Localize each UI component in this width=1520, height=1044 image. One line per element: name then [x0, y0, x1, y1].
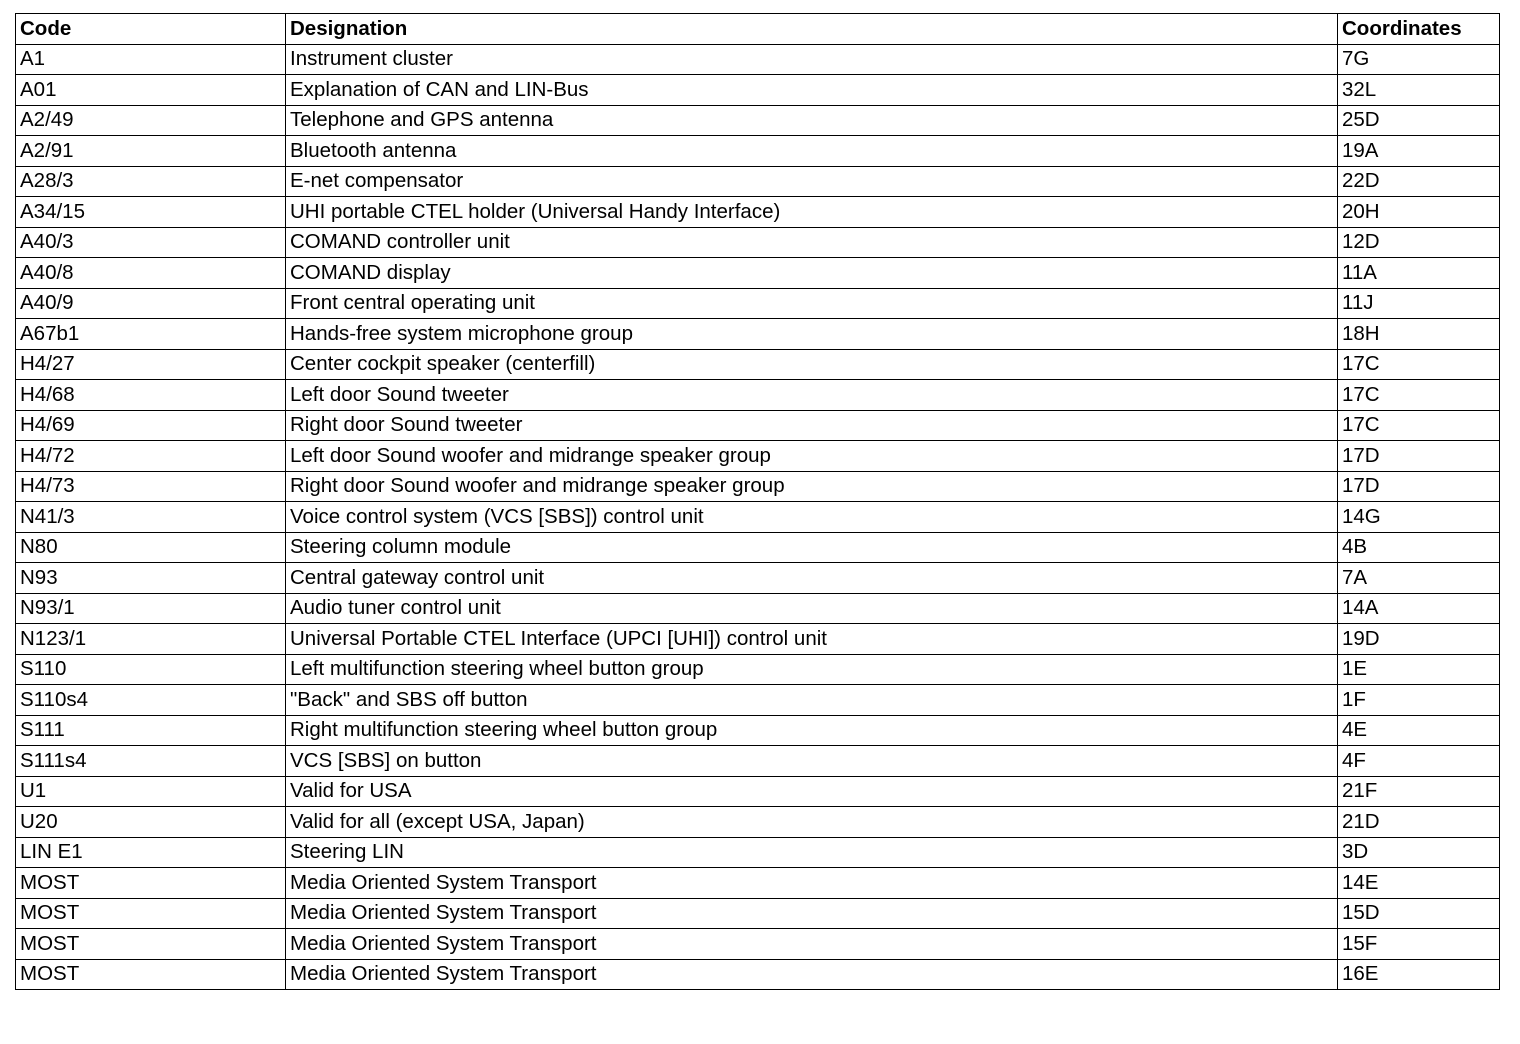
cell-coordinates: 22D [1338, 166, 1500, 197]
table-row [16, 624, 1500, 655]
cell-designation: COMAND controller unit [286, 227, 1338, 258]
table-row [16, 563, 1500, 594]
table-row [16, 441, 1500, 472]
cell-designation: COMAND display [286, 258, 1338, 289]
cell-designation: Steering LIN [286, 837, 1338, 868]
cell-code: A40/8 [16, 258, 286, 289]
table-row [16, 410, 1500, 441]
cell-coordinates: 32L [1338, 75, 1500, 106]
cell-designation: Telephone and GPS antenna [286, 105, 1338, 136]
table-row [16, 776, 1500, 807]
cell-designation: Universal Portable CTEL Interface (UPCI [UHI]) control unit [286, 624, 1338, 655]
table-row [16, 593, 1500, 624]
cell-designation: VCS [SBS] on button [286, 746, 1338, 777]
cell-coordinates: 15F [1338, 929, 1500, 960]
cell-code: N93 [16, 563, 286, 594]
cell-code: A40/9 [16, 288, 286, 319]
cell-code: A2/49 [16, 105, 286, 136]
table-row [16, 197, 1500, 228]
cell-coordinates: 7G [1338, 44, 1500, 75]
cell-coordinates: 21D [1338, 807, 1500, 838]
table-row [16, 868, 1500, 899]
cell-code: MOST [16, 959, 286, 990]
table-row [16, 685, 1500, 716]
cell-designation: Left multifunction steering wheel button group [286, 654, 1338, 685]
cell-designation: Left door Sound woofer and midrange speaker group [286, 441, 1338, 472]
cell-coordinates: 17C [1338, 349, 1500, 380]
cell-coordinates: 11A [1338, 258, 1500, 289]
table-header [16, 14, 1500, 45]
cell-code: A01 [16, 75, 286, 106]
cell-code: MOST [16, 868, 286, 899]
cell-code: S110s4 [16, 685, 286, 716]
cell-coordinates: 14E [1338, 868, 1500, 899]
cell-code: A67b1 [16, 319, 286, 350]
table-row [16, 959, 1500, 990]
cell-coordinates: 1E [1338, 654, 1500, 685]
cell-coordinates: 7A [1338, 563, 1500, 594]
cell-designation: Right door Sound tweeter [286, 410, 1338, 441]
cell-coordinates: 21F [1338, 776, 1500, 807]
header-code: Code [16, 14, 286, 45]
cell-coordinates: 15D [1338, 898, 1500, 929]
cell-designation: UHI portable CTEL holder (Universal Handy Interface) [286, 197, 1338, 228]
cell-coordinates: 14A [1338, 593, 1500, 624]
cell-coordinates: 17D [1338, 471, 1500, 502]
cell-designation: Media Oriented System Transport [286, 868, 1338, 899]
cell-designation: Audio tuner control unit [286, 593, 1338, 624]
table-row [16, 288, 1500, 319]
table-row [16, 44, 1500, 75]
cell-code: H4/27 [16, 349, 286, 380]
cell-coordinates: 16E [1338, 959, 1500, 990]
cell-code: MOST [16, 898, 286, 929]
cell-code: LIN E1 [16, 837, 286, 868]
cell-code: N123/1 [16, 624, 286, 655]
cell-designation: Instrument cluster [286, 44, 1338, 75]
cell-designation: Right door Sound woofer and midrange speaker group [286, 471, 1338, 502]
cell-designation: Valid for all (except USA, Japan) [286, 807, 1338, 838]
table-row [16, 502, 1500, 533]
cell-code: S111s4 [16, 746, 286, 777]
cell-designation: Hands-free system microphone group [286, 319, 1338, 350]
cell-code: N41/3 [16, 502, 286, 533]
header-row [16, 14, 1500, 45]
cell-code: N93/1 [16, 593, 286, 624]
cell-designation: Central gateway control unit [286, 563, 1338, 594]
cell-coordinates: 1F [1338, 685, 1500, 716]
cell-designation: Right multifunction steering wheel button group [286, 715, 1338, 746]
table-row [16, 929, 1500, 960]
cell-code: A1 [16, 44, 286, 75]
cell-designation: Voice control system (VCS [SBS]) control unit [286, 502, 1338, 533]
cell-code: A28/3 [16, 166, 286, 197]
table-row [16, 898, 1500, 929]
cell-code: S111 [16, 715, 286, 746]
table-row [16, 380, 1500, 411]
cell-designation: Front central operating unit [286, 288, 1338, 319]
table-row [16, 532, 1500, 563]
cell-code: A34/15 [16, 197, 286, 228]
cell-coordinates: 19A [1338, 136, 1500, 167]
table-row [16, 746, 1500, 777]
cell-designation: Center cockpit speaker (centerfill) [286, 349, 1338, 380]
cell-coordinates: 25D [1338, 105, 1500, 136]
cell-coordinates: 3D [1338, 837, 1500, 868]
table-row [16, 654, 1500, 685]
table-row [16, 807, 1500, 838]
cell-coordinates: 4F [1338, 746, 1500, 777]
cell-code: H4/69 [16, 410, 286, 441]
cell-designation: Valid for USA [286, 776, 1338, 807]
cell-designation: Media Oriented System Transport [286, 929, 1338, 960]
table-row [16, 349, 1500, 380]
cell-coordinates: 11J [1338, 288, 1500, 319]
cell-coordinates: 18H [1338, 319, 1500, 350]
cell-code: H4/68 [16, 380, 286, 411]
table-row [16, 258, 1500, 289]
header-designation: Designation [286, 14, 1338, 45]
cell-code: A40/3 [16, 227, 286, 258]
table-row [16, 837, 1500, 868]
cell-code: A2/91 [16, 136, 286, 167]
table-row [16, 227, 1500, 258]
cell-coordinates: 17D [1338, 441, 1500, 472]
table-row [16, 471, 1500, 502]
cell-coordinates: 4B [1338, 532, 1500, 563]
table-row [16, 166, 1500, 197]
table-body [16, 44, 1500, 990]
table-row [16, 105, 1500, 136]
cell-code: S110 [16, 654, 286, 685]
table-row [16, 715, 1500, 746]
cell-code: H4/72 [16, 441, 286, 472]
cell-coordinates: 14G [1338, 502, 1500, 533]
cell-code: U20 [16, 807, 286, 838]
cell-code: MOST [16, 929, 286, 960]
cell-designation: Media Oriented System Transport [286, 959, 1338, 990]
cell-code: N80 [16, 532, 286, 563]
table-row [16, 75, 1500, 106]
component-legend-table [15, 13, 1500, 990]
cell-designation: "Back" and SBS off button [286, 685, 1338, 716]
cell-coordinates: 19D [1338, 624, 1500, 655]
cell-coordinates: 17C [1338, 380, 1500, 411]
cell-designation: Bluetooth antenna [286, 136, 1338, 167]
cell-code: H4/73 [16, 471, 286, 502]
cell-coordinates: 20H [1338, 197, 1500, 228]
cell-designation: E-net compensator [286, 166, 1338, 197]
table-row [16, 136, 1500, 167]
cell-designation: Explanation of CAN and LIN-Bus [286, 75, 1338, 106]
table-row [16, 319, 1500, 350]
cell-coordinates: 4E [1338, 715, 1500, 746]
cell-designation: Media Oriented System Transport [286, 898, 1338, 929]
cell-coordinates: 17C [1338, 410, 1500, 441]
cell-designation: Left door Sound tweeter [286, 380, 1338, 411]
cell-coordinates: 12D [1338, 227, 1500, 258]
cell-code: U1 [16, 776, 286, 807]
header-coordinates: Coordinates [1338, 14, 1500, 45]
cell-designation: Steering column module [286, 532, 1338, 563]
